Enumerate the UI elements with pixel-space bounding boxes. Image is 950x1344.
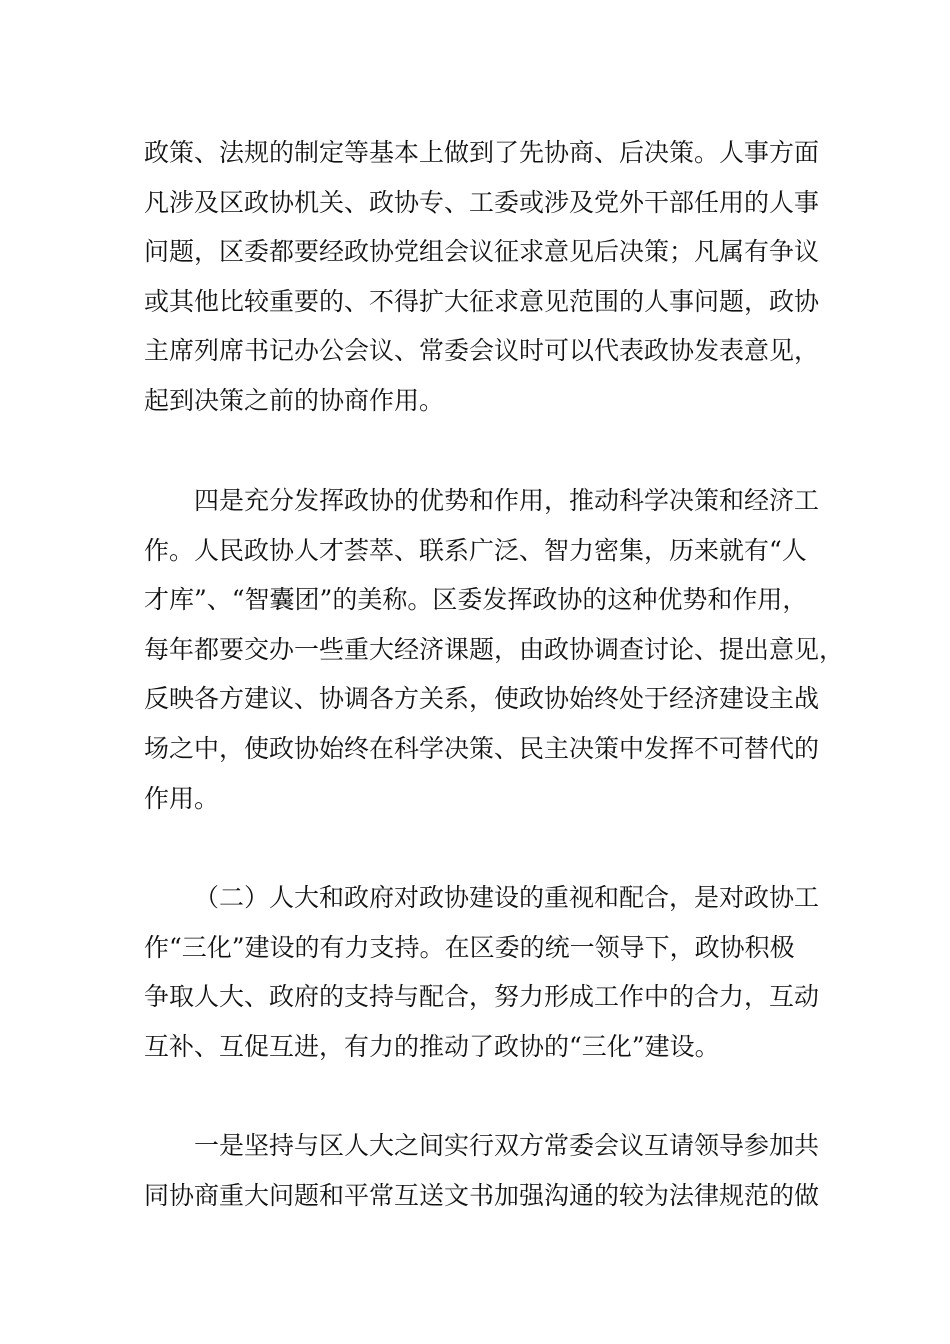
text-line: 才库”、“智囊团”的美称。区委发挥政协的这种优势和作用， <box>144 585 808 615</box>
paragraph-point-four <box>144 476 845 823</box>
text-line: 政策、法规的制定等基本上做到了先协商、后决策。人事方面 <box>144 138 820 167</box>
text-line: 四是充分发挥政协的优势和作用，推动科学决策和经济工 <box>194 486 820 515</box>
text-line: 争取人大、政府的支持与配合，努力形成工作中的合力，互动 <box>144 982 820 1012</box>
paragraph-personnel-consultation <box>144 128 820 426</box>
text-line: 问题，区委都要经政协党组会议征求意见后决策；凡属有争议 <box>144 237 820 267</box>
text-line: 互补、互促互进，有力的推动了政协的“三化”建设。 <box>144 1031 720 1061</box>
text-line: 凡涉及区政协机关、政协专、工委或涉及党外干部任用的人事 <box>144 187 820 217</box>
text-line: 作用。 <box>144 783 220 813</box>
text-line: 主席列席书记办公会议、常委会议时可以代表政协发表意见， <box>144 336 820 366</box>
text-line: （二）人大和政府对政协建设的重视和配合，是对政协工 <box>194 883 820 912</box>
text-line: 一是坚持与区人大之间实行双方常委会议互请领导参加共 <box>194 1131 820 1160</box>
text-line: 作。人民政协人才荟萃、联系广泛、智力密集，历来就有“人 <box>144 535 807 565</box>
paragraph-section-two <box>144 873 820 1071</box>
text-line: 每年都要交办一些重大经济课题，由政协调查讨论、提出意见， <box>144 634 845 664</box>
text-line: 同协商重大问题和平常互送文书加强沟通的较为法律规范的做 <box>144 1180 820 1210</box>
paragraph-point-one <box>144 1121 820 1220</box>
text-line: 反映各方建议、协调各方关系，使政协始终处于经济建设主战 <box>144 684 820 714</box>
text-line: 场之中，使政协始终在科学决策、民主决策中发挥不可替代的 <box>144 733 820 763</box>
text-line: 或其他比较重要的、不得扩大征求意见范围的人事问题，政协 <box>144 286 820 316</box>
text-line: 作“三化”建设的有力支持。在区委的统一领导下，政协积极 <box>144 932 795 962</box>
text-line: 起到决策之前的协商作用。 <box>144 385 445 415</box>
